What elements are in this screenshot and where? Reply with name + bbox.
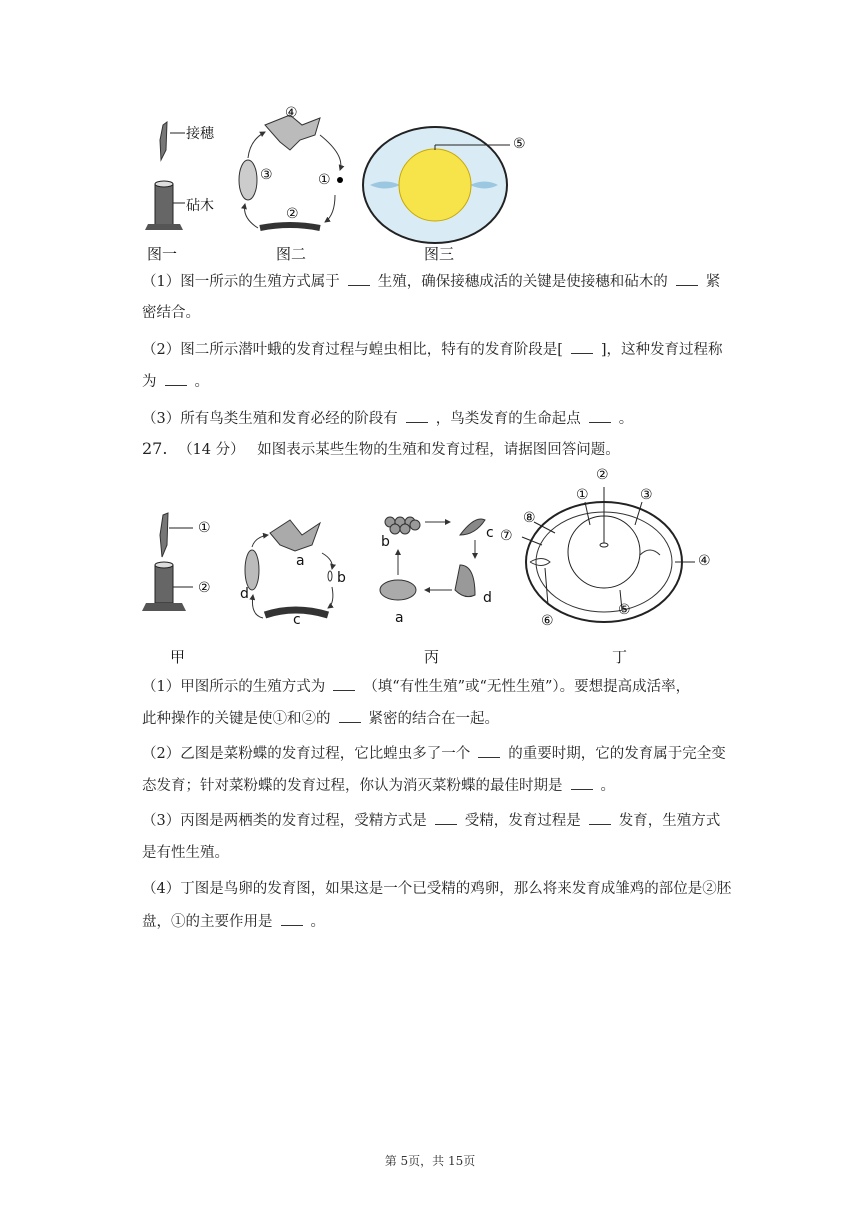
- q27-line-2: 此种操作的关键是使①和②的 紧密的结合在一起。: [142, 708, 762, 729]
- fig1-caption: 图一: [147, 245, 178, 263]
- fig2-num-1: ①: [318, 172, 331, 188]
- fig-bing-caption: 丙: [424, 648, 440, 666]
- answer-blank[interactable]: [676, 271, 698, 286]
- fig-ding-caption: 丁: [612, 648, 628, 666]
- ding-num-4: ④: [698, 553, 711, 569]
- fig-ding-egg-drawing: [522, 487, 695, 622]
- fig3-egg-drawing: [363, 127, 510, 243]
- ding-num-2: ②: [596, 467, 609, 483]
- fig2-num-2: ②: [286, 206, 299, 222]
- page-footer: 第 5页，共 15页: [384, 1154, 476, 1168]
- answer-blank[interactable]: [589, 408, 611, 423]
- ding-num-6: ⑥: [541, 613, 554, 629]
- fig3-num-5: ⑤: [513, 136, 526, 152]
- bing-letter-d: d: [483, 590, 492, 606]
- bing-letter-c: c: [486, 525, 494, 541]
- jia-num-1: ①: [198, 520, 211, 536]
- fig-bing-frog-cycle-drawing: [380, 517, 485, 600]
- answer-blank[interactable]: [406, 408, 428, 423]
- yi-letter-b: b: [337, 570, 346, 586]
- answer-blank[interactable]: [571, 775, 593, 790]
- q27-line-1: （1）甲图所示的生殖方式为 （填“有性生殖”或“无性生殖”）。要想提高成活率，: [142, 676, 762, 697]
- answer-blank[interactable]: [589, 810, 611, 825]
- question-text: 如图表示某些生物的生殖和发育过程，请据图回答问题。: [257, 442, 620, 458]
- q27-line-8: 盘，①的主要作用是 。: [142, 911, 762, 932]
- answer-blank[interactable]: [478, 743, 500, 758]
- q27-line-5: （3）丙图是两栖类的发育过程，受精方式是 受精，发育过程是 发育，生殖方式: [142, 810, 762, 831]
- question-number: 27.: [142, 439, 168, 458]
- yi-letter-a: a: [296, 553, 305, 569]
- ding-num-5: ⑤: [618, 602, 631, 618]
- bing-letter-b: b: [381, 534, 390, 550]
- answer-blank[interactable]: [348, 271, 370, 286]
- bing-letter-a: a: [395, 610, 404, 626]
- ding-num-8: ⑧: [523, 510, 536, 526]
- jia-num-2: ②: [198, 580, 211, 596]
- yi-letter-c: c: [293, 612, 301, 628]
- fig3-caption: 图三: [424, 245, 455, 263]
- q27-figures: [130, 465, 750, 635]
- q27-line-3: （2）乙图是菜粉蝶的发育过程，它比蝗虫多了一个 的重要时期，它的发育属于完全变: [142, 743, 762, 764]
- q-prev-line-4: 为 。: [142, 371, 762, 392]
- answer-blank[interactable]: [435, 810, 457, 825]
- q-prev-line-2: 密结合。: [142, 305, 200, 321]
- question-score: （14 分）: [178, 442, 245, 458]
- ding-num-3: ③: [640, 487, 653, 503]
- ding-num-7: ⑦: [500, 528, 513, 544]
- q-prev-line-1: （1）图一所示的生殖方式属于 生殖，确保接穗成活的关键是使接穗和砧木的 紧: [142, 271, 762, 292]
- q27-line-7: （4）丁图是鸟卵的发育图，如果这是一个已受精的鸡卵，那么将来发育成雏鸡的部位是②胚: [142, 881, 732, 897]
- answer-blank[interactable]: [571, 339, 593, 354]
- answer-blank[interactable]: [281, 911, 303, 926]
- fig-jia-caption: 甲: [170, 648, 186, 666]
- answer-blank[interactable]: [339, 708, 361, 723]
- q-prev-line-5: （3）所有鸟类生殖和发育必经的阶段有 ，鸟类发育的生命起点 。: [142, 408, 762, 429]
- fig-jia-grafting-drawing: [142, 513, 193, 611]
- fig-yi-butterfly-cycle-drawing: [245, 520, 333, 618]
- fig2-num-4: ④: [285, 105, 298, 121]
- yi-letter-d: d: [240, 586, 249, 602]
- q27-line-6: 是有性生殖。: [142, 845, 229, 861]
- fig1-grafting-drawing: [145, 122, 185, 230]
- fig2-num-3: ③: [260, 167, 273, 183]
- answer-blank[interactable]: [165, 371, 187, 386]
- question-27-title: [142, 438, 620, 459]
- ding-num-1: ①: [576, 487, 589, 503]
- answer-blank[interactable]: [333, 676, 355, 691]
- q-prev-line-3: （2）图二所示潜叶蛾的发育过程与蝗虫相比，特有的发育阶段是[ ]，这种发育过程称: [142, 339, 762, 360]
- fig1-scion-label: 接穗: [186, 126, 214, 142]
- fig2-caption: 图二: [276, 245, 307, 263]
- fig1-stock-label: 砧木: [186, 198, 214, 214]
- q27-line-4: 态发育；针对菜粉蝶的发育过程，你认为消灭菜粉蝶的最佳时期是 。: [142, 775, 762, 796]
